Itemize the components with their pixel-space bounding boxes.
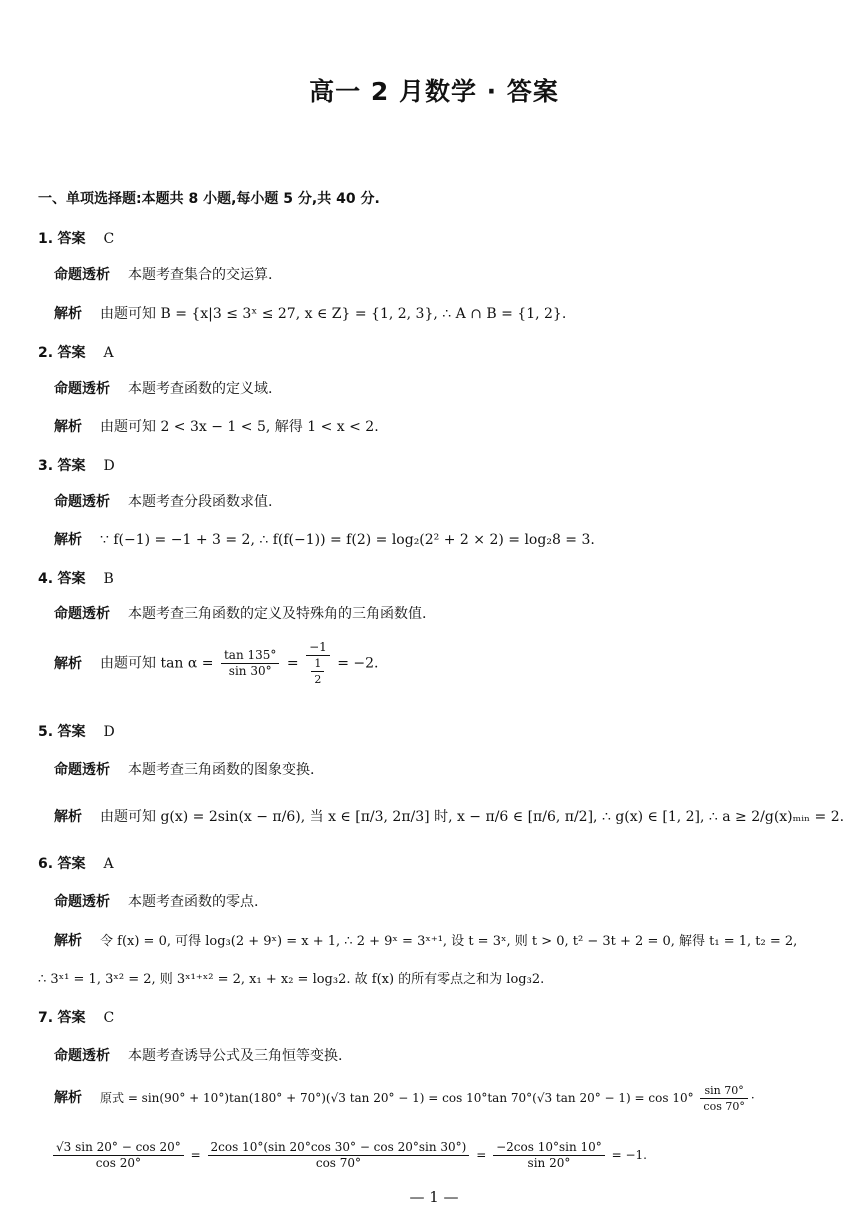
analysis-label: 解析 bbox=[54, 655, 82, 672]
intent-label: 命题透析 bbox=[54, 606, 110, 622]
question-2-intent bbox=[54, 378, 272, 398]
intent-text: 本题考查函数的零点. bbox=[128, 894, 259, 910]
analysis-text: ∵ f(−1) = −1 + 3 = 2, ∴ f(f(−1)) = f(2) = log₂(2² + 2 × 2) = log₂8 = 3. bbox=[100, 532, 595, 548]
intent-label: 命题透析 bbox=[54, 1048, 110, 1064]
answer-value: D bbox=[103, 724, 115, 740]
answer-value: D bbox=[103, 458, 115, 474]
fraction-sin70-cos70: $\frac{\sin 70^\circ}{\cos 70^\circ}$ bbox=[700, 1083, 747, 1114]
question-number: 6. bbox=[38, 856, 54, 872]
intent-label: 命题透析 bbox=[54, 494, 110, 510]
analysis-text: 由题可知 g(x) = 2sin(x − π/6), 当 x ∈ [π/3, 2π/3] 时, x − π/6 ∈ [π/6, π/2], ∴ g(x) ∈ [1, 2], ∴ a ≥ 2/g(x)ₘᵢₙ = 2. bbox=[100, 809, 845, 825]
question-4-analysis: 解析 由题可知 tan α = $\frac{\tan 135^\circ}{\sin 30^\circ}$ = $\frac{-1}{\frac{1}{2}}$ = −2. bbox=[54, 640, 379, 686]
answer-label: 答案 bbox=[57, 458, 86, 474]
intent-label: 命题透析 bbox=[54, 381, 110, 397]
answer-label: 答案 bbox=[57, 231, 86, 247]
question-number: 2. bbox=[38, 345, 54, 361]
analysis-label: 解析 bbox=[54, 933, 82, 949]
answer-value: C bbox=[103, 1010, 115, 1026]
fraction-b: $\frac{2\cos 10^\circ(\sin 20^\circ\cos 30^\circ - \cos 20^\circ\sin 30^\circ)}{\cos 70^\circ}$ bbox=[208, 1140, 470, 1171]
intent-text: 本题考查三角函数的图象变换. bbox=[128, 762, 315, 778]
question-2-analysis bbox=[54, 416, 379, 436]
analysis-label: 解析 bbox=[54, 419, 82, 435]
question-number: 7. bbox=[38, 1010, 54, 1026]
question-6-answer bbox=[38, 853, 114, 873]
answer-label: 答案 bbox=[57, 856, 86, 872]
analysis-text: 由题可知 B = {x|3 ≤ 3ˣ ≤ 27, x ∈ Z} = {1, 2, 3}, ∴ A ∩ B = {1, 2}. bbox=[100, 306, 567, 322]
question-3-intent bbox=[54, 491, 272, 511]
answer-value: C bbox=[103, 231, 115, 247]
question-2-answer bbox=[38, 342, 114, 362]
question-6-analysis bbox=[54, 930, 797, 950]
question-7-analysis: 解析 原式 = sin(90° + 10°)tan(180° + 70°)(√3 tan 20° − 1) = cos 10°tan 70°(√3 tan 20° − 1) = cos 10° $\frac{\sin 70^\circ}{\cos 70^\circ}$ · bbox=[54, 1084, 755, 1113]
question-1-answer bbox=[38, 228, 114, 248]
question-number: 1. bbox=[38, 231, 54, 247]
question-4-intent bbox=[54, 603, 426, 623]
answer-label: 答案 bbox=[57, 345, 86, 361]
analysis-label: 解析 bbox=[54, 809, 82, 825]
question-3-answer bbox=[38, 455, 115, 475]
analysis-text: 由题可知 2 < 3x − 1 < 5, 解得 1 < x < 2. bbox=[100, 419, 379, 435]
fraction-a: $\frac{√3 \sin 20^\circ - \cos 20^\circ}{\cos 20^\circ}$ bbox=[53, 1140, 184, 1171]
section-heading: 一、单项选择题:本题共 8 小题,每小题 5 分,共 40 分. bbox=[38, 191, 380, 207]
page-title: 高一 2 月数学 · 答案 bbox=[309, 77, 559, 106]
question-5-intent bbox=[54, 759, 314, 779]
fraction-tan135-sin30: $\frac{\tan 135^\circ}{\sin 30^\circ}$ bbox=[221, 648, 279, 679]
question-6-intent bbox=[54, 891, 258, 911]
question-1-analysis bbox=[54, 303, 566, 323]
intent-text: 本题考查三角函数的定义及特殊角的三角函数值. bbox=[128, 606, 427, 622]
answer-label: 答案 bbox=[57, 724, 86, 740]
intent-text: 本题考查分段函数求值. bbox=[128, 494, 273, 510]
page-number: — 1 — bbox=[409, 1188, 459, 1206]
question-5-answer bbox=[38, 721, 115, 741]
intent-label: 命题透析 bbox=[54, 894, 110, 910]
analysis-label: 解析 bbox=[54, 306, 82, 322]
answer-label: 答案 bbox=[57, 571, 86, 587]
intent-text: 本题考查集合的交运算. bbox=[128, 267, 273, 283]
answer-label: 答案 bbox=[57, 1010, 86, 1026]
question-7-answer bbox=[38, 1007, 114, 1027]
intent-label: 命题透析 bbox=[54, 267, 110, 283]
question-number: 3. bbox=[38, 458, 54, 474]
intent-text: 本题考查函数的定义域. bbox=[128, 381, 273, 397]
question-1-intent bbox=[54, 264, 272, 284]
question-4-answer bbox=[38, 568, 114, 588]
analysis-text: 由题可知 tan α = bbox=[100, 655, 214, 672]
answer-value: B bbox=[103, 571, 114, 587]
analysis-text: 令 f(x) = 0, 可得 log₃(2 + 9ˣ) = x + 1, ∴ 2 + 9ˣ = 3ˣ⁺¹, 设 t = 3ˣ, 则 t > 0, t² − 3t + 2 = 0, 解得 t₁ = 1, t₂ = 2, bbox=[100, 934, 798, 949]
question-7-analysis-cont: $\frac{√3 \sin 20^\circ - \cos 20^\circ}{\cos 20^\circ}$ = $\frac{2\cos 10^\circ(\sin 20^\circ\cos 30^\circ - \cos 20^\circ\sin 30^\circ)}{\cos 70^\circ}$ = $\frac{-2\cos 10^\circ\sin 10^\circ}{\sin 20^\circ}$ = −1. bbox=[50, 1140, 647, 1171]
intent-label: 命题透析 bbox=[54, 762, 110, 778]
fraction-neg1-over-half: $\frac{-1}{\frac{1}{2}}$ bbox=[306, 640, 330, 687]
question-6-analysis-cont: ∴ 3ˣ¹ = 1, 3ˣ² = 2, 则 3ˣ¹⁺ˣ² = 2, x₁ + x₂ = log₃2. 故 f(x) 的所有零点之和为 log₃2. bbox=[38, 972, 545, 987]
intent-text: 本题考查诱导公式及三角恒等变换. bbox=[128, 1048, 343, 1064]
answer-value: A bbox=[103, 856, 114, 872]
analysis-label: 解析 bbox=[54, 532, 82, 548]
question-number: 4. bbox=[38, 571, 54, 587]
question-3-analysis bbox=[54, 529, 595, 549]
question-7-intent bbox=[54, 1045, 342, 1065]
analysis-label: 解析 bbox=[54, 1090, 82, 1106]
analysis-text: 原式 = sin(90° + 10°)tan(180° + 70°)(√3 tan 20° − 1) = cos 10°tan 70°(√3 tan 20° − 1) = cos 10° bbox=[100, 1091, 694, 1105]
answer-value: A bbox=[103, 345, 114, 361]
fraction-c: $\frac{-2\cos 10^\circ\sin 10^\circ}{\sin 20^\circ}$ bbox=[493, 1140, 605, 1171]
question-number: 5. bbox=[38, 724, 54, 740]
question-5-analysis bbox=[54, 806, 844, 826]
